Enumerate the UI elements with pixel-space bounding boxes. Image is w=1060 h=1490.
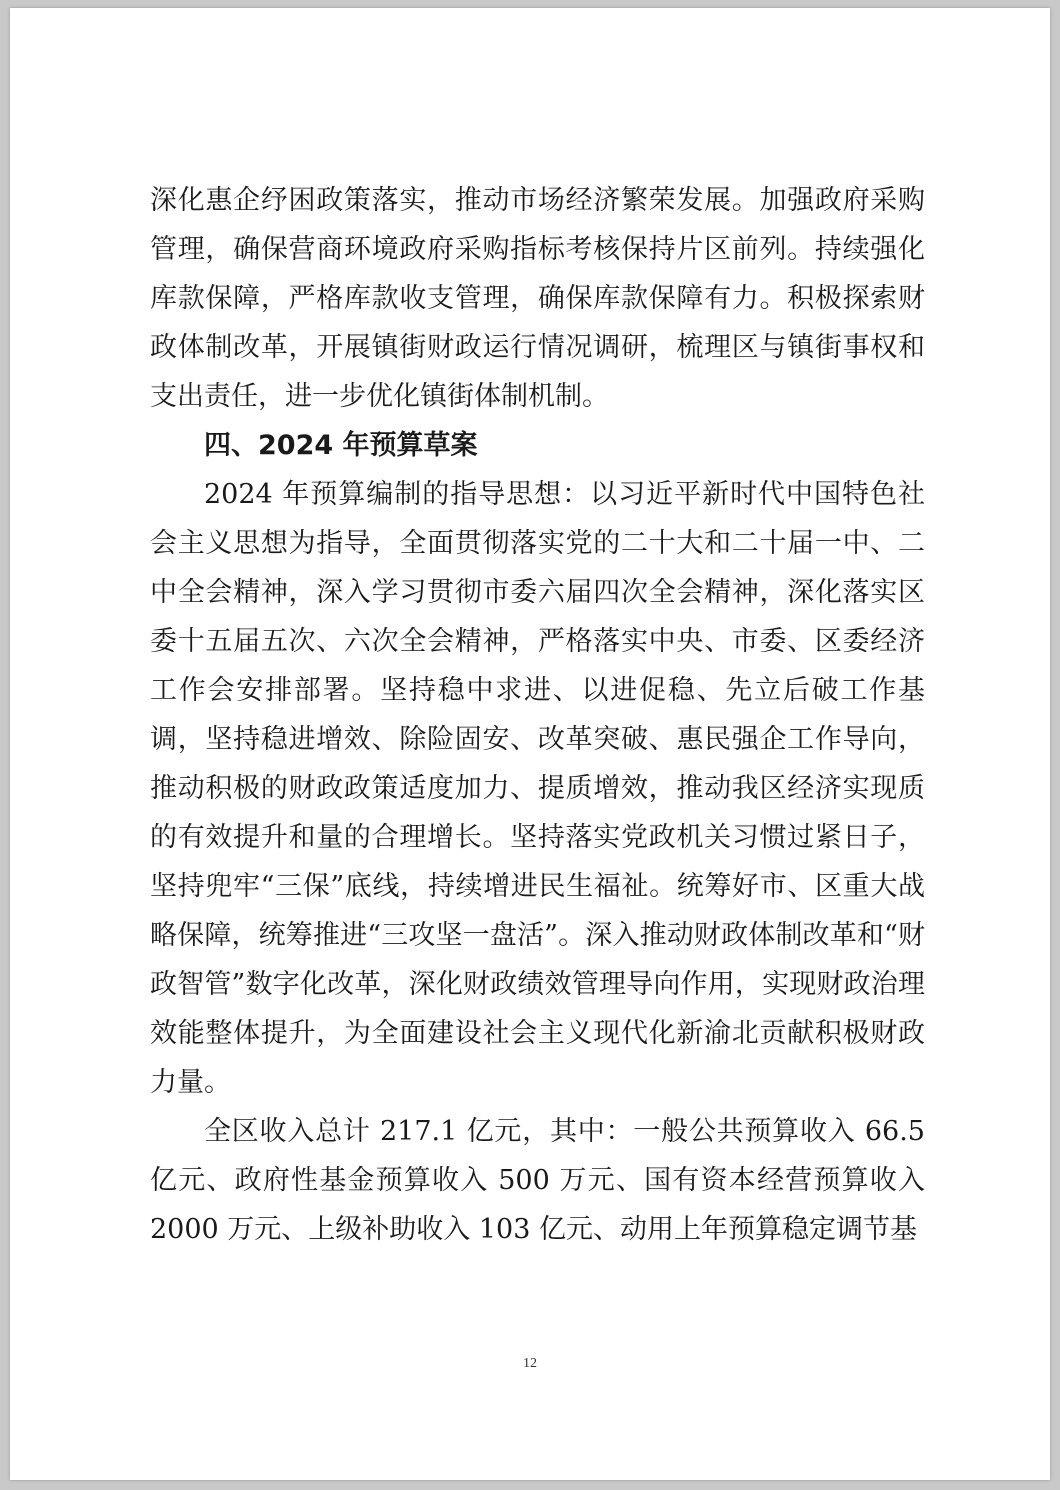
paragraph-guiding-ideology: 2024 年预算编制的指导思想：以习近平新时代中国特色社会主义思想为指导，全面贯彻落实党的二十大和二十届一中、二中全会精神，深入学习贯彻市委六届四次全会精神，深化落实区委十五届五次、六次全会精神，严格落实中央、市委、区委经济工作会安排部署。坚持稳中求进、以进促稳、先立后破工作基调，坚持稳进增效、除险固安、改革突破、惠民强企工作导向，推动积极的财政政策适度加力、提质增效，推动我区经济实现质的有效提升和量的合理增长。坚持落实党政机关习惯过紧日子，坚持兜牢“三保”底线，持续增进民生福祉。统筹好市、区重大战略保障，统筹推进“三攻坚一盘活”。深入推动财政体制改革和“财政智管”数字化改革，深化财政绩效管理导向作用，实现财政治理效能整体提升，为全面建设社会主义现代化新渝北贡献积极财政力量。 — [150, 479, 925, 1098]
section-heading: 四、2024 年预算草案 — [204, 430, 478, 461]
document-body — [150, 176, 925, 1254]
paragraph-revenue-total: 全区收入总计 217.1 亿元，其中：一般公共预算收入 66.5 亿元、政府性基金预算收入 500 万元、国有资本经营预算收入 2000 万元、上级补助收入 103 亿元、动用上年预算稳定调节基 — [150, 1116, 925, 1245]
page-number: 12 — [523, 1356, 537, 1371]
paragraph-continuation: 深化惠企纾困政策落实，推动市场经济繁荣发展。加强政府采购管理，确保营商环境政府采购指标考核保持片区前列。持续强化库款保障，严格库款收支管理，确保库款保障有力。积极探索财政体制改革，开展镇街财政运行情况调研，梳理区与镇街事权和支出责任，进一步优化镇街体制机制。 — [150, 185, 925, 412]
document-page — [10, 8, 1050, 1480]
